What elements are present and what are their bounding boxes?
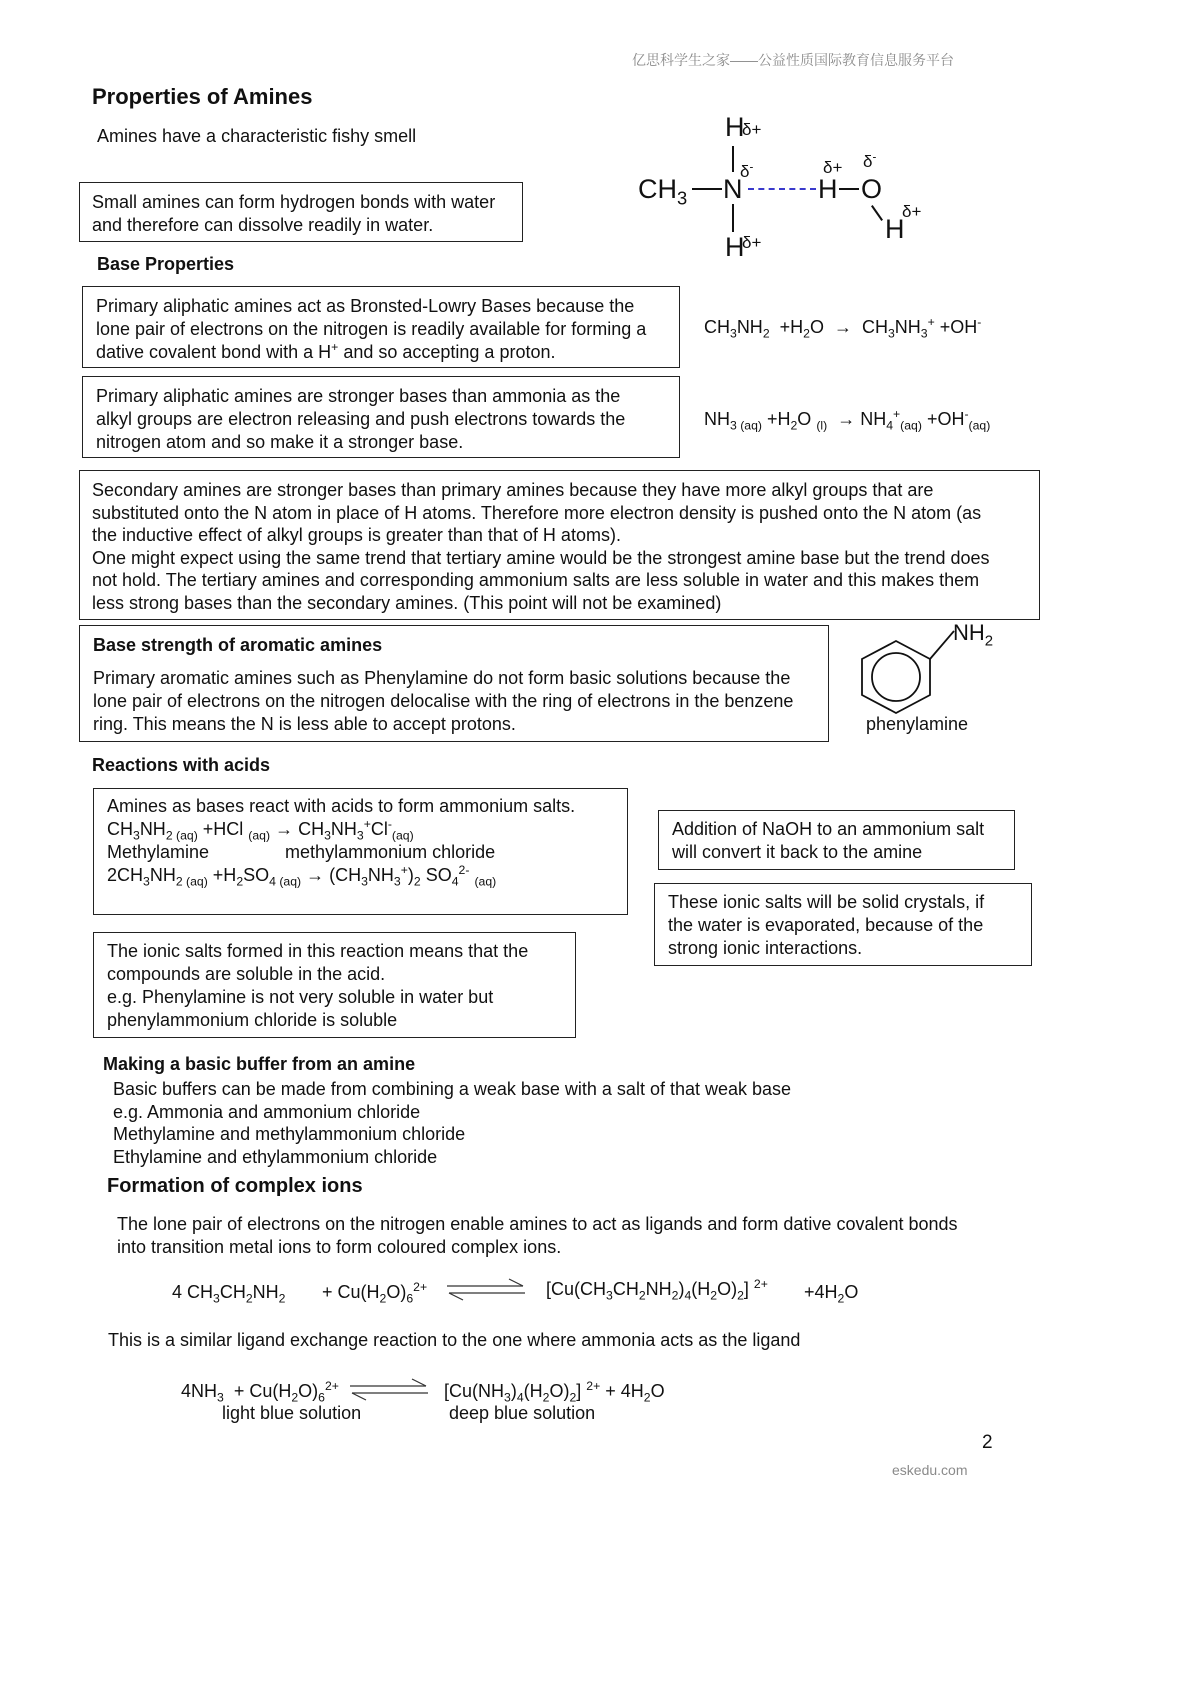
partial-positive-label: δ+ xyxy=(742,233,762,252)
box-line: Primary aliphatic amines act as Bronsted-Lowry Bases because the xyxy=(96,296,635,316)
ligand-exchange-text: This is a similar ligand exchange reaction to the one where ammonia acts as the ligand xyxy=(108,1330,801,1350)
methylamine-equation: $CH_3NH_2 +H_2O \to CH_3NH_3^+ +OH^-$ xyxy=(704,315,982,341)
equilibrium-arrow-icon xyxy=(348,1376,430,1402)
base-properties-heading: Base Properties xyxy=(97,254,235,274)
box-line: strong ionic interactions. xyxy=(668,938,863,958)
stronger-bases-box xyxy=(82,376,680,458)
benzene-ring-structure xyxy=(850,625,960,715)
phenylamine-label: phenylamine xyxy=(866,714,969,734)
partial-negative-label: δ- xyxy=(740,161,754,181)
ammonia-equation: $NH_{3 (aq)} +H_2O$ $_{(l)} \to NH_4^+_{(aq)} +OH^-_{(aq)}$ xyxy=(704,407,991,433)
ethylamine-reactant: 4 $CH_3CH_2NH_2$ xyxy=(172,1282,286,1306)
ammonia-complex-product: $[Cu(NH_3)_4(H_2O)_2] ^{2+} + 4H_2O$ xyxy=(444,1379,665,1405)
hcl-equation: $CH_3NH_{2 (aq)} +HCl$ $_{(aq)} \to CH_3NH_3^+Cl^-_{(aq)}$ xyxy=(107,817,414,843)
top-h-atom: H xyxy=(725,112,745,142)
box-line: alkyl groups are electron releasing and push electrons towards the xyxy=(96,409,626,429)
box-line: lone pair of electrons on the nitrogen is readily available for forming a xyxy=(96,319,647,339)
nitrogen-atom: N xyxy=(723,174,743,204)
methyl-group: $CH_3$ xyxy=(638,174,688,209)
partial-positive-label: δ+ xyxy=(823,158,843,177)
box-line: One might expect using the same trend that tertiary amine would be the strongest amine base but the trend does xyxy=(92,547,990,568)
amino-group: $NH_2$ xyxy=(953,620,994,650)
buffer-line: e.g. Ammonia and ammonium chloride xyxy=(113,1101,421,1122)
bond-line xyxy=(839,188,859,190)
buffer-line: Basic buffers can be made from combining a weak base with a salt of that weak base xyxy=(113,1079,792,1099)
box-line: dative covalent bond with a H+ and so accepting a proton. xyxy=(96,340,556,362)
complex-line: The lone pair of electrons on the nitrogen enable amines to act as ligands and form dative covalent bonds xyxy=(117,1214,958,1234)
aromatic-amines-box xyxy=(79,625,829,742)
buffer-text xyxy=(113,1078,791,1168)
box-line: Secondary amines are stronger bases than primary amines because they have more alkyl groups that are xyxy=(92,480,934,500)
acid-reactions-box xyxy=(93,788,628,915)
ammonia-reactants: $4NH_3 + Cu(H_2O)_6^{2+}$ xyxy=(181,1379,339,1405)
intro-text: Amines have a characteristic fishy smell xyxy=(97,126,417,146)
page-number: 2 xyxy=(982,1432,993,1453)
box-line: These ionic salts will be solid crystals, if xyxy=(668,892,985,912)
hexaaqua-reactant: + $Cu(H_2O)_6^{2+}$ xyxy=(322,1280,428,1306)
secondary-amines-box xyxy=(79,470,1040,620)
box-line: not hold. The tertiary amines and corresponding ammonium salts are less soluble in water and this makes them xyxy=(92,570,980,590)
ethylamine-complex-product: $[Cu(CH_3CH_2NH_2)_4(H_2O)_2]$ $^{2+}$ xyxy=(546,1277,768,1303)
box-line: substituted onto the N atom in place of H atoms. Therefore more electron density is pushed onto the N atom (as xyxy=(92,502,982,523)
box-line: ring. This means the N is less able to accept protons. xyxy=(93,714,516,734)
complex-ions-heading: Formation of complex ions xyxy=(107,1175,363,1197)
box-line: Primary aliphatic amines are stronger bases than ammonia as the xyxy=(96,386,621,406)
equilibrium-arrow-icon xyxy=(445,1276,527,1302)
hbond-line: and therefore can dissolve readily in water. xyxy=(92,215,434,235)
water-h-atom: H xyxy=(818,174,838,204)
box-line: lone pair of electrons on the nitrogen delocalise with the ring of electrons in the benzene xyxy=(93,691,794,711)
header-site-text: 亿思科学生之家——公益性质国际教育信息服务平台 xyxy=(632,52,954,68)
box-line: Addition of NaOH to an ammonium salt xyxy=(672,819,985,839)
naoh-box xyxy=(658,810,1015,870)
bond-line xyxy=(692,188,722,190)
box-line: less strong bases than the secondary amines. (This point will not be examined) xyxy=(92,592,722,613)
partial-positive-label: δ+ xyxy=(742,120,762,139)
footer-site: eskedu.com xyxy=(892,1462,968,1478)
complex-ions-text xyxy=(117,1213,958,1258)
box-line: phenylammonium chloride is soluble xyxy=(107,1010,398,1030)
sulfuric-acid-equation: $2CH_3NH_{2 (aq)} +H_2SO_{4 (aq)} \to (CH_3NH_3^+)_2$ $SO_4^{2-}$ $_{(aq)}$ xyxy=(107,863,497,889)
box-line: Primary aromatic amines such as Phenylamine do not form basic solutions because the xyxy=(93,668,791,688)
partial-positive-label: δ+ xyxy=(902,202,922,221)
bond-line xyxy=(732,146,734,172)
box-line: the inductive effect of alkyl groups is greater than that of H atoms). xyxy=(92,525,621,545)
hbond-line: Small amines can form hydrogen bonds with water xyxy=(92,192,496,212)
bond-line xyxy=(871,205,883,221)
box-line: Amines as bases react with acids to form ammonium salts. xyxy=(107,796,576,816)
complex-line: into transition metal ions to form coloured complex ions. xyxy=(117,1236,562,1257)
water-product: $+4H_2O$ xyxy=(804,1282,859,1306)
water-h-atom: H xyxy=(885,214,905,244)
oxygen-atom: O xyxy=(861,174,883,204)
bottom-h-atom: H xyxy=(725,232,745,262)
box-line: The ionic salts formed in this reaction means that the xyxy=(107,941,529,961)
aromatic-heading: Base strength of aromatic amines xyxy=(93,635,383,655)
ionic-crystals-box xyxy=(654,883,1032,966)
buffer-heading: Making a basic buffer from an amine xyxy=(103,1054,416,1074)
light-blue-label: light blue solution xyxy=(222,1403,362,1423)
names-line: Methylamine methylammonium chloride xyxy=(107,842,496,862)
soluble-salts-box xyxy=(93,932,576,1038)
deep-blue-label: deep blue solution xyxy=(449,1403,596,1423)
reactions-with-acids-heading: Reactions with acids xyxy=(92,755,271,775)
buffer-line: Methylamine and methylammonium chloride xyxy=(113,1124,466,1144)
hydrogen-bond-diagram xyxy=(635,112,935,272)
hydrogen-bond-box xyxy=(79,182,523,242)
bronsted-lowry-box xyxy=(82,286,680,368)
box-line: the water is evaporated, because of the xyxy=(668,915,984,935)
page-title: Properties of Amines xyxy=(92,84,313,109)
box-line: compounds are soluble in the acid. xyxy=(107,964,386,984)
box-line: e.g. Phenylamine is not very soluble in water but xyxy=(107,987,494,1007)
box-line: will convert it back to the amine xyxy=(672,842,923,862)
partial-negative-label: δ- xyxy=(863,151,877,171)
buffer-line: Ethylamine and ethylammonium chloride xyxy=(113,1146,438,1167)
bond-line xyxy=(732,204,734,232)
box-line: nitrogen atom and so make it a stronger base. xyxy=(96,432,464,452)
hydrogen-bond-dash xyxy=(748,188,816,190)
